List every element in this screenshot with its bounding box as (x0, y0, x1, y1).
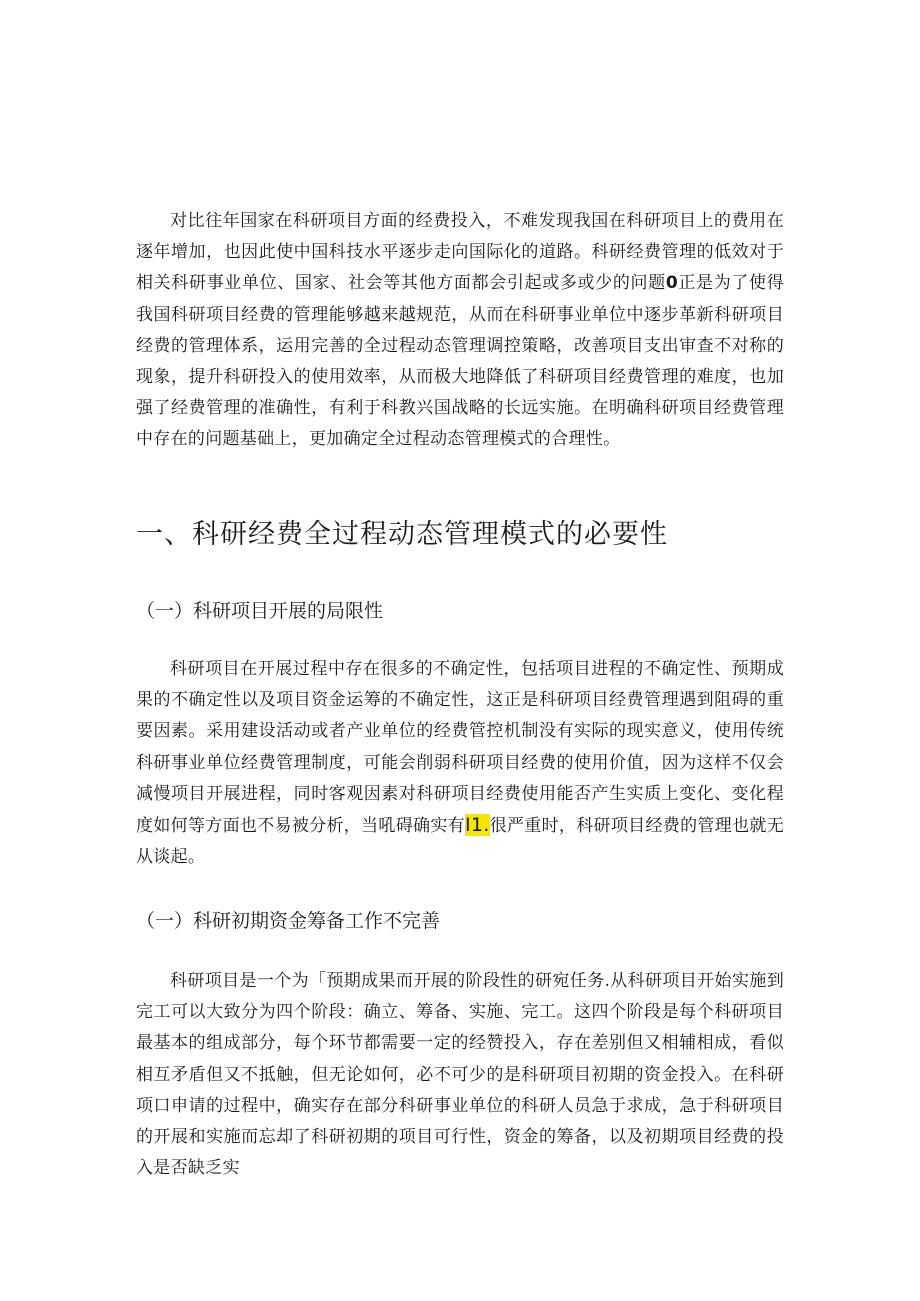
subsection-1-paragraph (136, 654, 784, 873)
subsection-heading-1: （一）科研项目开展的局限性 (136, 600, 384, 622)
subsection-2-paragraph: 科研项目是一个为「预期成果而开展的阶段性的研宛任务.从科研项目开始实施到完工可以大致分为四个阶段：确立、筹备、实施、完工。这四个阶段是每个科研项目最基本的组成部分，每个环节都需要一定的经赞投入，存在差别但又相辅相成，看似相互矛盾但又不抵触，但无论如何，必不可少的是科研项目初期的资金投入。在科研项口申请的过程中，确实存在部分科研事业单位的科研人员急于求成，急于科研项目的开展和实施而忘却了科研初期的项目可行性，资金的筹备，以及初期项目经费的投入是否缺乏实 (136, 971, 784, 1179)
subsection-1-text-part1: 科研项目在开展过程中存在很多的不确定性，包括项目进程的不确定性、预期成果的不确定性以及项目资金运筹的不确定性，这正是科研项目经费管理遇到阻碍的重要因素。采用建设活动或者产业单位的经费管控机制没有实际的现实意义，使用传统科研事业单位经费管理制度，可能会削弱科研项目经费的使用价值，因为这样不仅会减慢项目开展进程，同时客观因素对科研项目经费使用能否产生实质上变化、变化程度如何等方面也不易被分析，当吼碍确实有 (136, 659, 784, 837)
subsection-heading-2: （一）科研初期资金筹备工作不完善 (136, 910, 441, 932)
intro-paragraph (136, 206, 784, 456)
citation-marker: 0 (665, 273, 679, 294)
intro-text-part2: 正是为了使得我国科研项目经费的管理能够越来越规范，从而在科研事业单位中逐步革新科研项目经费的管理体系，运用完善的全过程动态管理调控策略，改善项目支出审查不对称的现象，提升科研投入的使用效率，从而极大地降低了科研项目经费管理的难度，也加强了经费管理的准确性，有利于科教兴国战略的长远实施。在明确科研项目经费管理中存在的问题基础上，更加确定全过程动态管理模式的合理性。 (136, 273, 784, 450)
subsection-1-text-part2: 很严重时，科研项目经费的管理也就无从谈起。 (136, 816, 784, 868)
highlighted-text: I1. (465, 814, 490, 837)
section-heading-1: 一、科研经费全过程动态管理模式的必要性 (136, 519, 668, 550)
intro-text-part1: 对比往年国家在科研项目方面的经费投入，不难发现我国在科研项目上的费用在逐年增加，也因此使中国科技水平逐步走向国际化的道路。科研经费管理的低效对于相关科研事业单位、国家、社会等其他方面都会引起或多或少的问题 (136, 211, 784, 294)
